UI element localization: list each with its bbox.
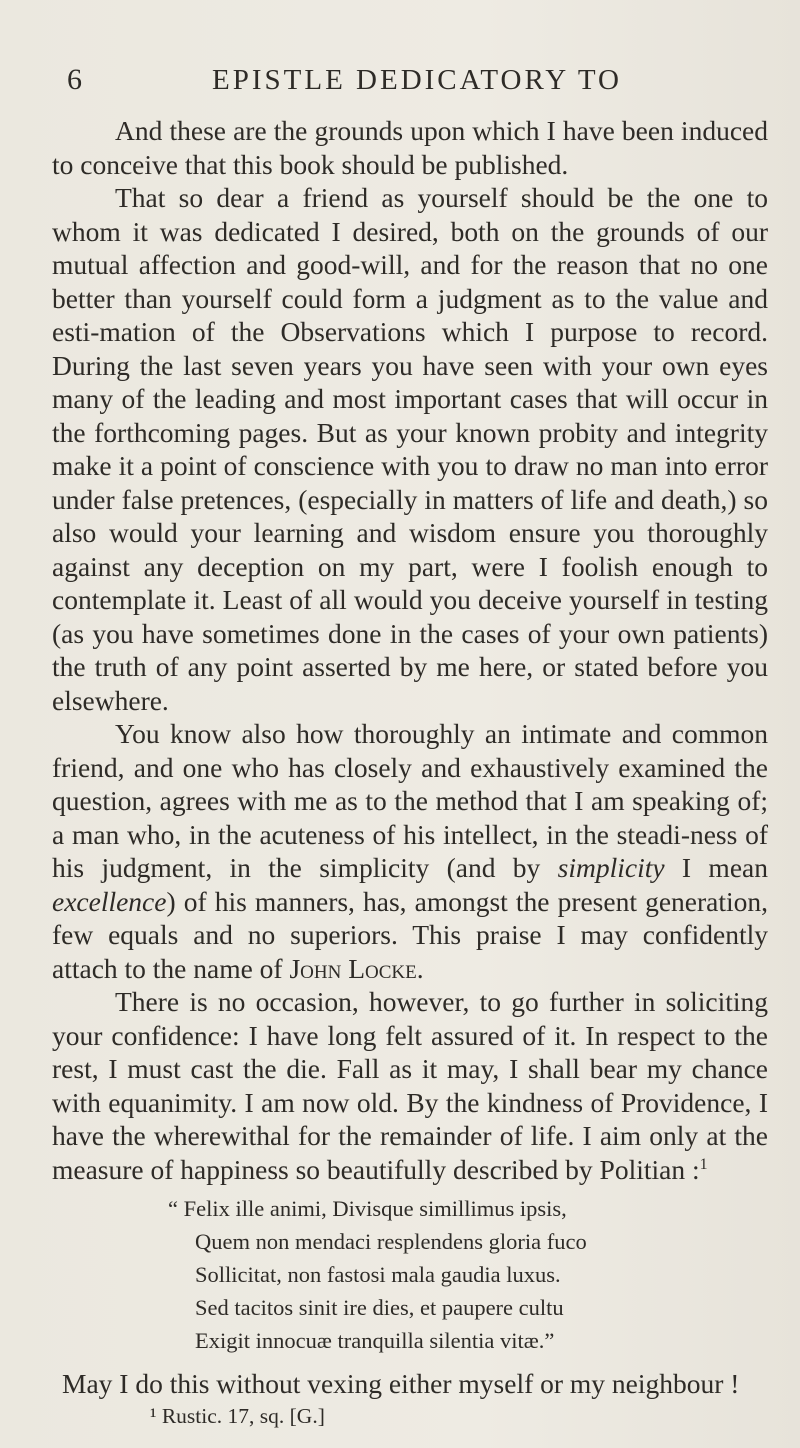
verse-quotation xyxy=(52,1192,768,1357)
footnote-marker: 1 xyxy=(699,1155,708,1173)
verse-line: Exigit innocuæ tranquilla silentia vitæ.” xyxy=(195,1328,555,1353)
verse-line: Sollicitat, non fastosi mala gaudia luxus. xyxy=(195,1262,561,1287)
paragraph-3-text-d: . xyxy=(416,952,424,984)
paragraph-2: That so dear a friend as yourself should be the one to whom it was dedicated I desired, both on the grounds of our mutual affection and good-will, and for the reason that no one better than yourself could form a judgment as to the value and esti-mation of the Observations which I purpose to record. During the last seven years you have seen with your own eyes many of the leading and most important cases that will occur in the forthcoming pages. But as your known probity and integrity make it a point of conscience with you to draw no man into error under false pretences, (especially in matters of life and death,) so also would your learning and wisdom ensure you thoroughly against any deception on my part, were I foolish enough to contemplate it. Least of all would you deceive yourself in testing (as you have sometimes done in the cases of your own patients) the truth of any point asserted by me here, or stated before you elsewhere. xyxy=(52,182,768,716)
verse-line: Quem non mendaci resplendens gloria fuco xyxy=(195,1229,587,1254)
paragraph-1: And these are the grounds upon which I have been induced to conceive that this book should be published. xyxy=(52,115,768,180)
closing-sentence: May I do this without vexing either myself or my neighbour ! xyxy=(62,1368,740,1399)
paragraph-3 xyxy=(52,717,768,985)
paragraph-4 xyxy=(52,985,768,1186)
body-text xyxy=(52,114,768,1431)
paragraph-3-text-b: I mean xyxy=(664,852,768,883)
page-number: 6 xyxy=(67,63,82,96)
verse-line: Sed tacitos sinit ire dies, et paupere cultu xyxy=(195,1295,564,1320)
running-head: EPISTLE DEDICATORY TO xyxy=(212,64,622,96)
paragraph-3-text-a: You know also how thoroughly an intimate and common friend, and one who has closely and exhaustively examined the question, agrees with me as to the method that I am speaking of; a man who, in the acuteness of his intellect, in the steadi-ness of his judgment, in the simplicity (and by xyxy=(52,718,768,883)
paragraph-3-name-locke: John Locke xyxy=(289,952,417,984)
paragraph-3-italic-excellence: excellence xyxy=(52,885,167,917)
page-header xyxy=(67,60,767,100)
paragraph-3-text-c: ) of his manners, has, amongst the present generation, few equals and no superiors. This praise I may confidently attach to the name of xyxy=(52,885,768,984)
verse-line: “ Felix ille animi, Divisque simillimus ipsis, xyxy=(168,1196,567,1221)
paragraph-3-italic-simplicity: simplicity xyxy=(557,852,665,883)
footnote: ¹ Rustic. 17, sq. [G.] xyxy=(150,1403,325,1428)
paragraph-4-text: There is no occasion, however, to go further in soliciting your confidence: I have long felt assured of it. In respect to the rest, I must cast the die. Fall as it may, I shall bear my chance with equanimity. I am now old. By the kindness of Providence, I have the wherewithal for the remainder of life. I aim only at the measure of happiness so beautifully described by Politian : xyxy=(52,986,768,1185)
